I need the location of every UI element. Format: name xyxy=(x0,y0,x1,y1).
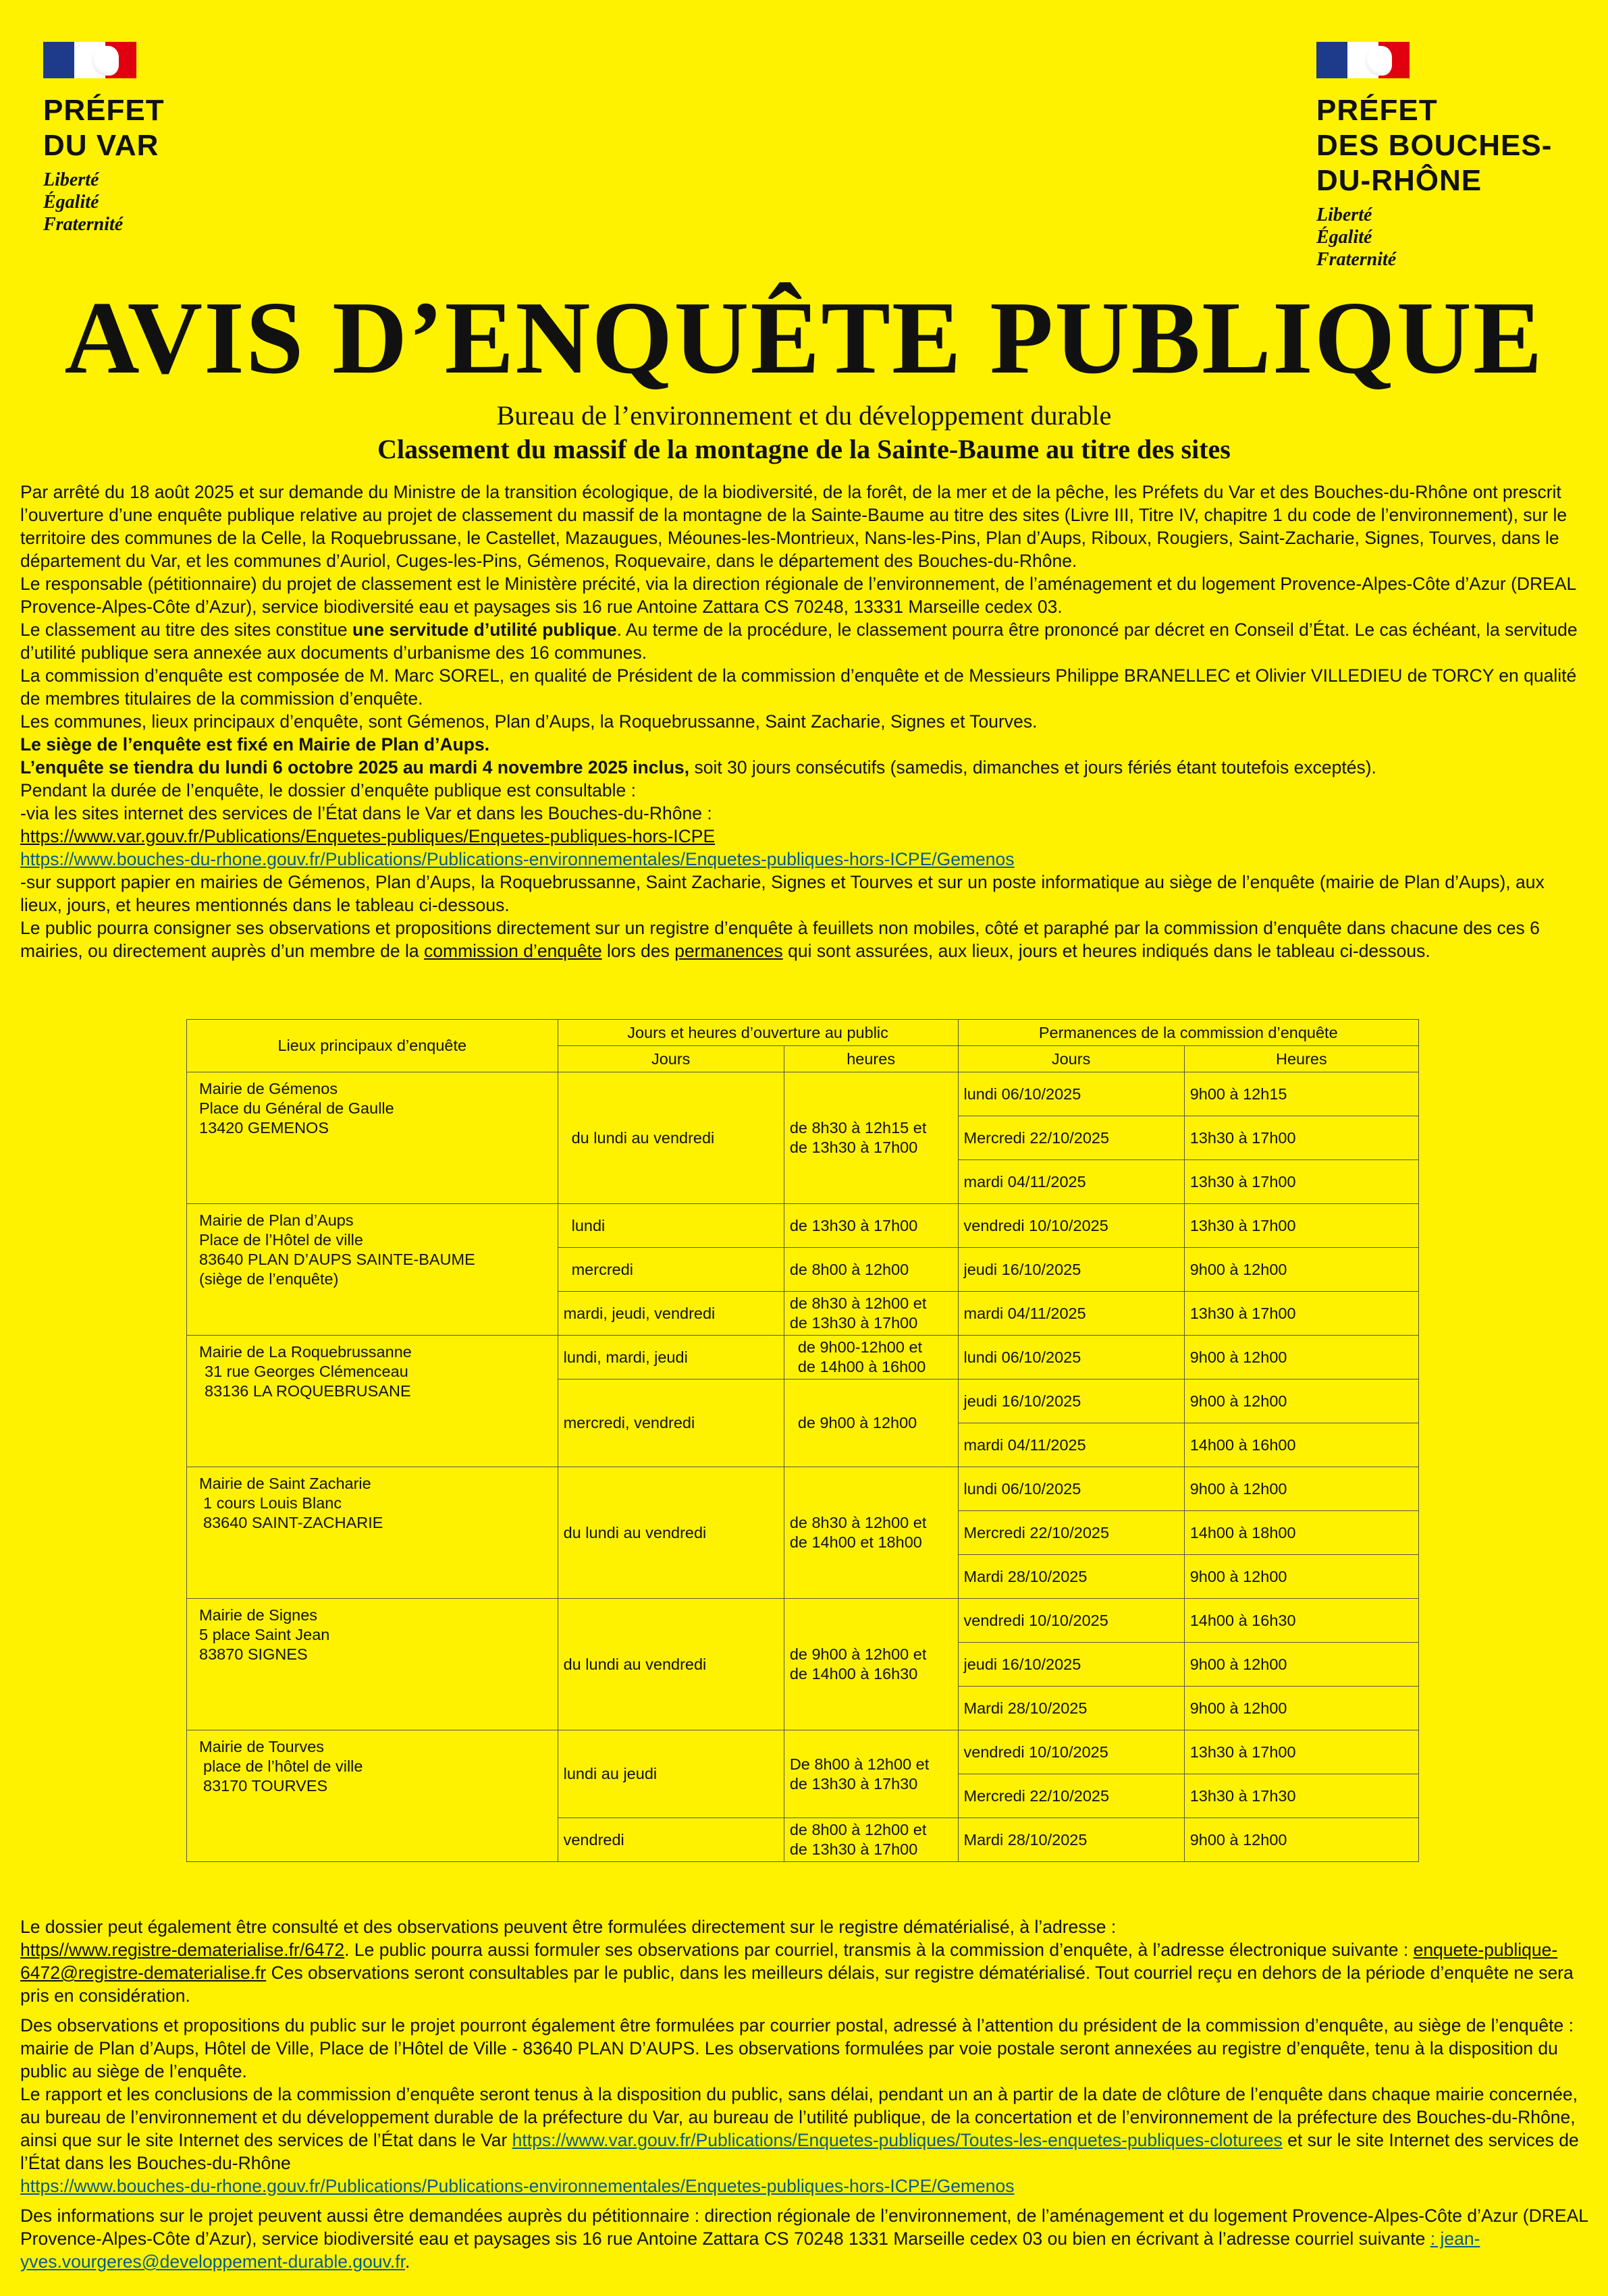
permanence-heure: 9h00 à 12h00 xyxy=(1184,1379,1418,1423)
intro-text xyxy=(20,481,1590,962)
ouverture-jours: mercredi, vendredi xyxy=(558,1379,784,1467)
schedule-table xyxy=(186,1019,1419,1862)
lieu-tourves: Mairie de Tourves place de l’hôtel de ville 83170 TOURVES xyxy=(187,1730,558,1862)
permanence-heure: 9h00 à 12h00 xyxy=(1184,1467,1418,1511)
permanence-heure: 13h30 à 17h00 xyxy=(1184,1204,1418,1248)
permanence-jour: Mardi 28/10/2025 xyxy=(958,1818,1184,1862)
ouverture-heures: de 8h00 à 12h00 xyxy=(784,1248,958,1292)
permanence-heure: 14h00 à 18h00 xyxy=(1184,1511,1418,1555)
lieu-saint-zacharie: Mairie de Saint Zacharie 1 cours Louis Blanc 83640 SAINT-ZACHARIE xyxy=(187,1467,558,1599)
permanence-jour: vendredi 10/10/2025 xyxy=(958,1599,1184,1643)
ouverture-heures: de 9h00 à 12h00 et de 14h00 à 16h30 xyxy=(784,1599,958,1730)
ouverture-jours: lundi au jeudi xyxy=(558,1730,784,1818)
permanence-jour: Mardi 28/10/2025 xyxy=(958,1687,1184,1730)
ouverture-heures: de 13h30 à 17h00 xyxy=(784,1204,958,1248)
permanence-jour: Mercredi 22/10/2025 xyxy=(958,1511,1184,1555)
permanence-heure: 9h00 à 12h00 xyxy=(1184,1687,1418,1730)
permanence-jour: jeudi 16/10/2025 xyxy=(958,1643,1184,1687)
intro-paragraph: Pendant la durée de l’enquête, le dossier d’enquête publique est consultable : xyxy=(20,780,636,800)
permanence-heure: 13h30 à 17h00 xyxy=(1184,1116,1418,1160)
inquiry-seat: Le siège de l’enquête est fixé en Mairie de Plan d’Aups. xyxy=(20,734,490,755)
permanence-heure: 9h00 à 12h00 xyxy=(1184,1643,1418,1687)
permanence-heure: 9h00 à 12h00 xyxy=(1184,1818,1418,1862)
postal-paragraph: Des observations et propositions du public sur le projet pourront également être formulées par courrier postal, adressé à l’attention du président de la commission d’enquête, au siège de l’enquête : mairie de Plan d’Aups, Hôtel de Ville, Place de l’Hôtel de Ville - 83640 PLAN D’AUPS. Les observations formulées par voie postale seront annexées au registre d’enquête, tenu à la disposition du public au siège de l’enquête. xyxy=(20,2015,1574,2081)
permanence-jour: jeudi 16/10/2025 xyxy=(958,1379,1184,1423)
intro-paragraph: -sur support papier en mairies de Gémenos, Plan d’Aups, la Roquebrussanne, Saint Zacharie, Signes et Tourves et sur un poste informatique au siège de l’enquête (mairie de Plan d’Aups), aux lieux, jours, et heures mentionnés dans le tableau ci-dessous. xyxy=(20,872,1545,915)
permanence-jour: lundi 06/10/2025 xyxy=(958,1336,1184,1379)
office-subtitle: Bureau de l’environnement et du développement durable xyxy=(496,400,1112,431)
permanence-heure: 9h00 à 12h15 xyxy=(1184,1072,1418,1116)
intro-paragraph: -via les sites internet des services de l’État dans le Var et dans les Bouches-du-Rhône : xyxy=(20,803,712,823)
marianne-flag-icon xyxy=(43,42,136,78)
permanence-jour: lundi 06/10/2025 xyxy=(958,1072,1184,1116)
permanence-jour: jeudi 16/10/2025 xyxy=(958,1248,1184,1292)
header-jours-perm: Jours xyxy=(958,1046,1184,1072)
header-ouverture: Jours et heures d’ouverture au public xyxy=(558,1020,958,1046)
lieu-gemenos: Mairie de Gémenos Place du Général de Gaulle 13420 GEMENOS xyxy=(187,1072,558,1204)
rapport-paragraph: Le rapport et les conclusions de la commission d’enquête seront tenus à la disposition du public, sans délai, pendant un an à partir de la date de clôture de l’enquête dans chaque mairie concernée, au bureau de l’environnement et du développement durable de la préfecture du Var, au bureau de l’utilité publique, de la concertation et de l’environnement de la préfecture des Bouches-du-Rhône, ainsi que sur le site Internet des services de l’État dans le Var https://www.var.gouv.fr/Publications/Enquetes-publiques/Toutes-les-enquetes-publiques-cloturees et sur le site Internet des services de l’État dans les Bouches-du-Rhône https://www.bouches-du-rhone.gouv.fr/Publications/Publications-environnementales/Enquetes-publiques-hors-ICPE/Gemenos xyxy=(20,2084,1579,2196)
table-row xyxy=(187,1072,1419,1116)
lieu-roquebrussanne: Mairie de La Roquebrussanne 31 rue Georges Clémenceau 83136 LA ROQUEBRUSANE xyxy=(187,1336,558,1467)
permanence-heure: 14h00 à 16h00 xyxy=(1184,1423,1418,1467)
permanence-jour: vendredi 10/10/2025 xyxy=(958,1204,1184,1248)
intro-paragraph: Par arrêté du 18 août 2025 et sur demande du Ministre de la transition écologique, de la biodiversité, de la forêt, de la mer et de la pêche, les Préfets du Var et des Bouches-du-Rhône ont prescrit l’ouverture d’une enquête publique relative au projet de classement du massif de la montagne de la Sainte-Baume au titre des sites (Livre III, Titre IV, chapitre 1 du code de l’environnement), sur le territoire des communes de la Celle, la Roquebrussane, le Castellet, Mazaugues, Méounes-les-Montrieux, Nans-les-Pins, Plan d’Aups, Riboux, Rougiers, Saint-Zacharie, Signes, Tourves, dans le département du Var, et les communes d’Auriol, Cuges-les-Pins, Gémenos, Roquevaire, dans le département des Bouches-du-Rhône. xyxy=(20,482,1567,571)
page-title: AVIS D’ENQUÊTE PUBLIQUE xyxy=(64,281,1544,395)
closing-text xyxy=(20,1915,1590,2273)
permanence-heure: 13h30 à 17h30 xyxy=(1184,1774,1418,1818)
lieu-signes: Mairie de Signes 5 place Saint Jean 83870 SIGNES xyxy=(187,1599,558,1730)
logo-prefet-bouches-du-rhone xyxy=(1316,42,1552,271)
ouverture-heures: de 8h30 à 12h15 et de 13h30 à 17h00 xyxy=(784,1072,958,1204)
table-row xyxy=(187,1599,1419,1643)
var-cloturees-link[interactable]: https://www.var.gouv.fr/Publications/Enquetes-publiques/Toutes-les-enquetes-publiques-cloturees xyxy=(512,2130,1283,2150)
table-row xyxy=(187,1467,1419,1511)
permanence-jour: mardi 04/11/2025 xyxy=(958,1160,1184,1204)
permanence-jour: Mardi 28/10/2025 xyxy=(958,1555,1184,1599)
marianne-flag-icon xyxy=(1316,42,1410,78)
ouverture-jours: mardi, jeudi, vendredi xyxy=(558,1292,784,1336)
header-permanences: Permanences de la commission d’enquête xyxy=(958,1020,1419,1046)
dreal-email-link[interactable]: : jean-yves.vourgeres@developpement-durable.gouv.fr xyxy=(20,2229,1480,2272)
inquiry-dates: L’enquête se tiendra du lundi 6 octobre 2025 au mardi 4 novembre 2025 inclus, soit 30 jours consécutifs (samedis, dimanches et jours fériés étant toutefois exceptés). xyxy=(20,757,1376,777)
ouverture-jours: du lundi au vendredi xyxy=(558,1599,784,1730)
intro-paragraph: Le responsable (pétitionnaire) du projet de classement est le Ministère précité, via la direction régionale de l’environnement, de l’aménagement et du logement Provence-Alpes-Côte d’Azur (DREAL Provence-Alpes-Côte d’Azur), service biodiversité eau et paysages sis 16 rue Antoine Zattara CS 70248, 13331 Marseille cedex 03. xyxy=(20,574,1576,617)
ouverture-jours: lundi, mardi, jeudi xyxy=(558,1336,784,1379)
header-heures-perm: Heures xyxy=(1184,1046,1418,1072)
header-heures: heures xyxy=(784,1046,958,1072)
permanence-heure: 13h30 à 17h00 xyxy=(1184,1292,1418,1336)
permanence-heure: 13h30 à 17h00 xyxy=(1184,1160,1418,1204)
ouverture-jours: mercredi xyxy=(558,1248,784,1292)
registre-link[interactable]: https//www.registre-dematerialise.fr/6472 xyxy=(20,1940,345,1960)
permanence-jour: vendredi 10/10/2025 xyxy=(958,1730,1184,1774)
lieu-plan-aups: Mairie de Plan d’Aups Place de l’Hôtel de ville 83640 PLAN D’AUPS SAINTE-BAUME (siège de l’enquête) xyxy=(187,1204,558,1336)
intro-paragraph: Le public pourra consigner ses observations et propositions directement sur un registre d’enquête à feuillets non mobiles, côté et paraphé par la commission d’enquête dans chacune des ces 6 mairies, ou directement auprès d’un membre de la commission d’enquête lors des permanences qui sont assurées, aux lieux, jours et heures indiqués dans le tableau ci-dessous. xyxy=(20,918,1540,961)
ouverture-heures: de 9h00 à 12h00 xyxy=(784,1379,958,1467)
logo-prefet-var xyxy=(43,42,165,236)
ouverture-jours: du lundi au vendredi xyxy=(558,1072,784,1204)
registre-email-link[interactable]: enquete-publique-6472@registre-dematerialise.fr xyxy=(20,1940,1558,1983)
intro-paragraph: Les communes, lieux principaux d’enquête, sont Gémenos, Plan d’Aups, la Roquebrussanne, Saint Zacharie, Signes et Tourves. xyxy=(20,711,1038,732)
header-lieux: Lieux principaux d’enquête xyxy=(187,1020,558,1072)
inquiry-object: Classement du massif de la montagne de la Sainte-Baume au titre des sites xyxy=(377,434,1231,464)
prefet-var-title: PRÉFET DU VAR xyxy=(43,94,165,162)
bdr-gemenos-link[interactable]: https://www.bouches-du-rhone.gouv.fr/Publications/Publications-environnementales/Enquetes-publiques-hors-ICPE/Gemenos xyxy=(20,2176,1015,2196)
var-website-link[interactable]: https://www.var.gouv.fr/Publications/Enquetes-publiques/Enquetes-publiques-hors-ICPE xyxy=(20,826,716,846)
permanence-jour: Mercredi 22/10/2025 xyxy=(958,1774,1184,1818)
republic-motto: Liberté Égalité Fraternité xyxy=(1316,204,1397,270)
permanence-heure: 9h00 à 12h00 xyxy=(1184,1336,1418,1379)
permanence-jour: lundi 06/10/2025 xyxy=(958,1467,1184,1511)
ouverture-jours: lundi xyxy=(558,1204,784,1248)
permanence-jour: mardi 04/11/2025 xyxy=(958,1292,1184,1336)
ouverture-heures: de 9h00-12h00 et de 14h00 à 16h00 xyxy=(784,1336,958,1379)
registre-paragraph: Le dossier peut également être consulté et des observations peuvent être formulées directement sur le registre dématérialisé, à l’adresse : https//www.registre-dematerialise.fr/6472. Le public pourra aussi formuler ses observations par courriel, transmis à la commission d’enquête, à l’adresse électronique suivante : enquete-publique-6472@registre-dematerialise.fr Ces observations seront consultables par le public, dans les meilleurs délais, sur registre dématérialisé. Tout courriel reçu en dehors de la période d’enquête ne sera pris en considération. xyxy=(20,1917,1574,2006)
table-row xyxy=(187,1204,1419,1248)
ouverture-heures: de 8h30 à 12h00 et de 14h00 et 18h00 xyxy=(784,1467,958,1599)
republic-motto: Liberté Égalité Fraternité xyxy=(43,169,124,235)
ouverture-heures: de 8h00 à 12h00 et de 13h30 à 17h00 xyxy=(784,1818,958,1862)
permanence-heure: 9h00 à 12h00 xyxy=(1184,1248,1418,1292)
permanence-heure: 9h00 à 12h00 xyxy=(1184,1555,1418,1599)
permanence-heure: 14h00 à 16h30 xyxy=(1184,1599,1418,1643)
ouverture-jours: vendredi xyxy=(558,1818,784,1862)
intro-paragraph: Le classement au titre des sites constitue une servitude d’utilité publique. Au terme de la procédure, le classement pourra être prononcé par décret en Conseil d’État. Le cas échéant, la servitude d’utilité publique sera annexée aux documents d’urbanisme des 16 communes. xyxy=(20,620,1578,663)
table-row xyxy=(187,1730,1419,1774)
info-paragraph: Des informations sur le projet peuvent aussi être demandées auprès du pétitionnaire : direction régionale de l’environnement, de l’aménagement et du logement Provence-Alpes-Côte d’Azur (DREAL Provence-Alpes-Côte d’Azur), service biodiversité eau et paysages sis 16 rue Antoine Zattara CS 70248 1331 Marseille cedex 03 ou bien en écrivant à l’adresse courriel suivante : jean-yves.vourgeres@developpement-durable.gouv.fr. xyxy=(20,2206,1588,2272)
permanence-jour: Mercredi 22/10/2025 xyxy=(958,1116,1184,1160)
header-jours: Jours xyxy=(558,1046,784,1072)
intro-paragraph: La commission d’enquête est composée de M. Marc SOREL, en qualité de Président de la commission d’enquête et de Messieurs Philippe BRANELLEC et Olivier VILLEDIEU de TORCY en qualité de membres titulaires de la commission d’enquête. xyxy=(20,665,1577,709)
permanence-heure: 13h30 à 17h00 xyxy=(1184,1730,1418,1774)
ouverture-heures: De 8h00 à 12h00 et de 13h30 à 17h30 xyxy=(784,1730,958,1818)
ouverture-jours: du lundi au vendredi xyxy=(558,1467,784,1599)
bdr-website-link[interactable]: https://www.bouches-du-rhone.gouv.fr/Publications/Publications-environnementales/Enquetes-publiques-hors-ICPE/Gemenos xyxy=(20,849,1015,869)
table-row xyxy=(187,1336,1419,1379)
permanence-jour: mardi 04/11/2025 xyxy=(958,1423,1184,1467)
prefet-bdr-title: PRÉFET DES BOUCHES- DU-RHÔNE xyxy=(1316,94,1553,197)
ouverture-heures: de 8h30 à 12h00 et de 13h30 à 17h00 xyxy=(784,1292,958,1336)
